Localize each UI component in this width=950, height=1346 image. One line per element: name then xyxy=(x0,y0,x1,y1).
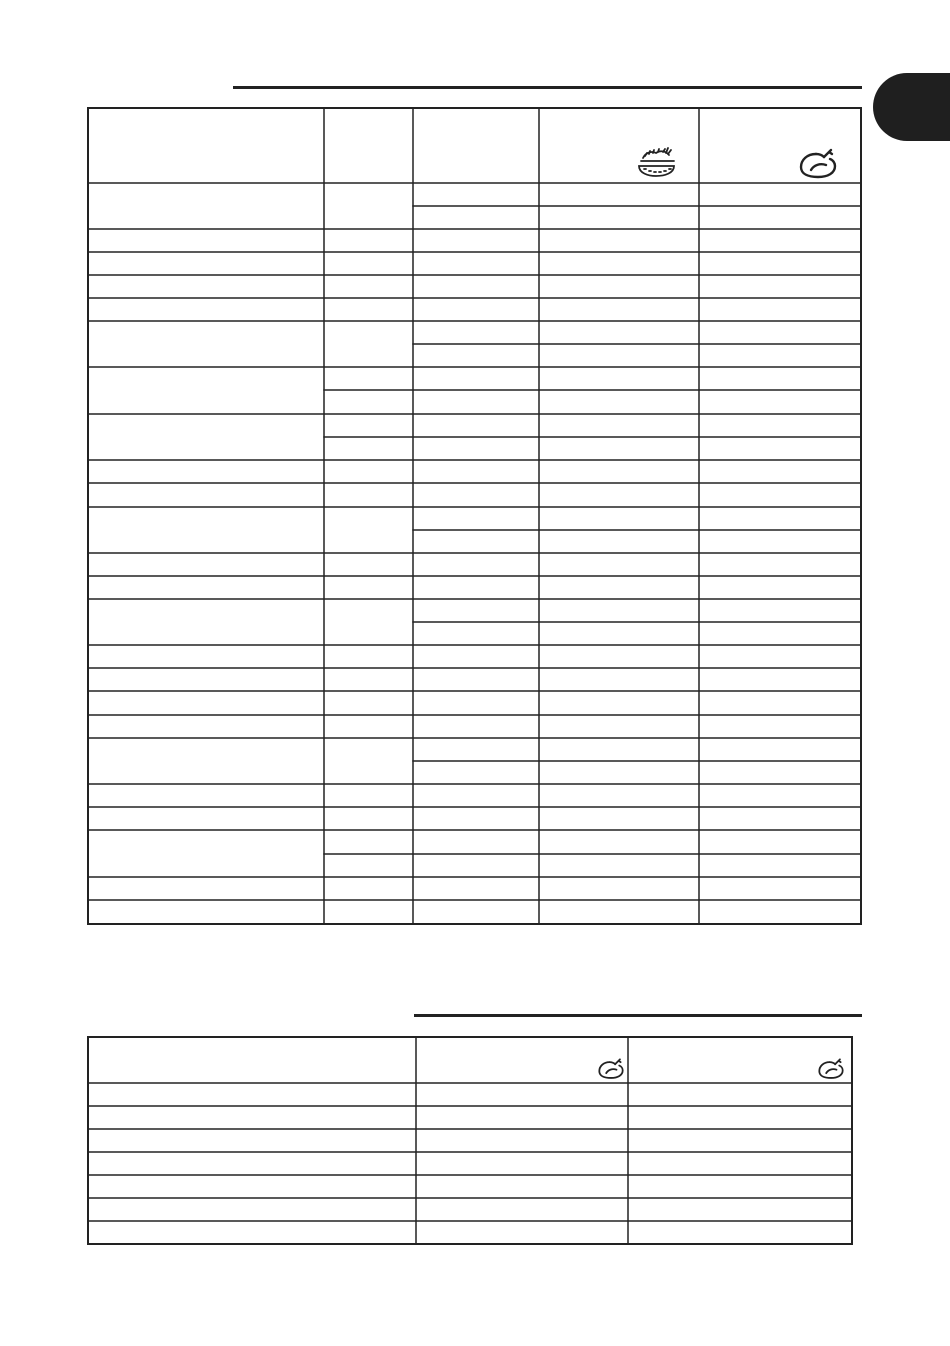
poultry-icon xyxy=(596,1058,626,1080)
poultry-icon xyxy=(816,1058,846,1080)
